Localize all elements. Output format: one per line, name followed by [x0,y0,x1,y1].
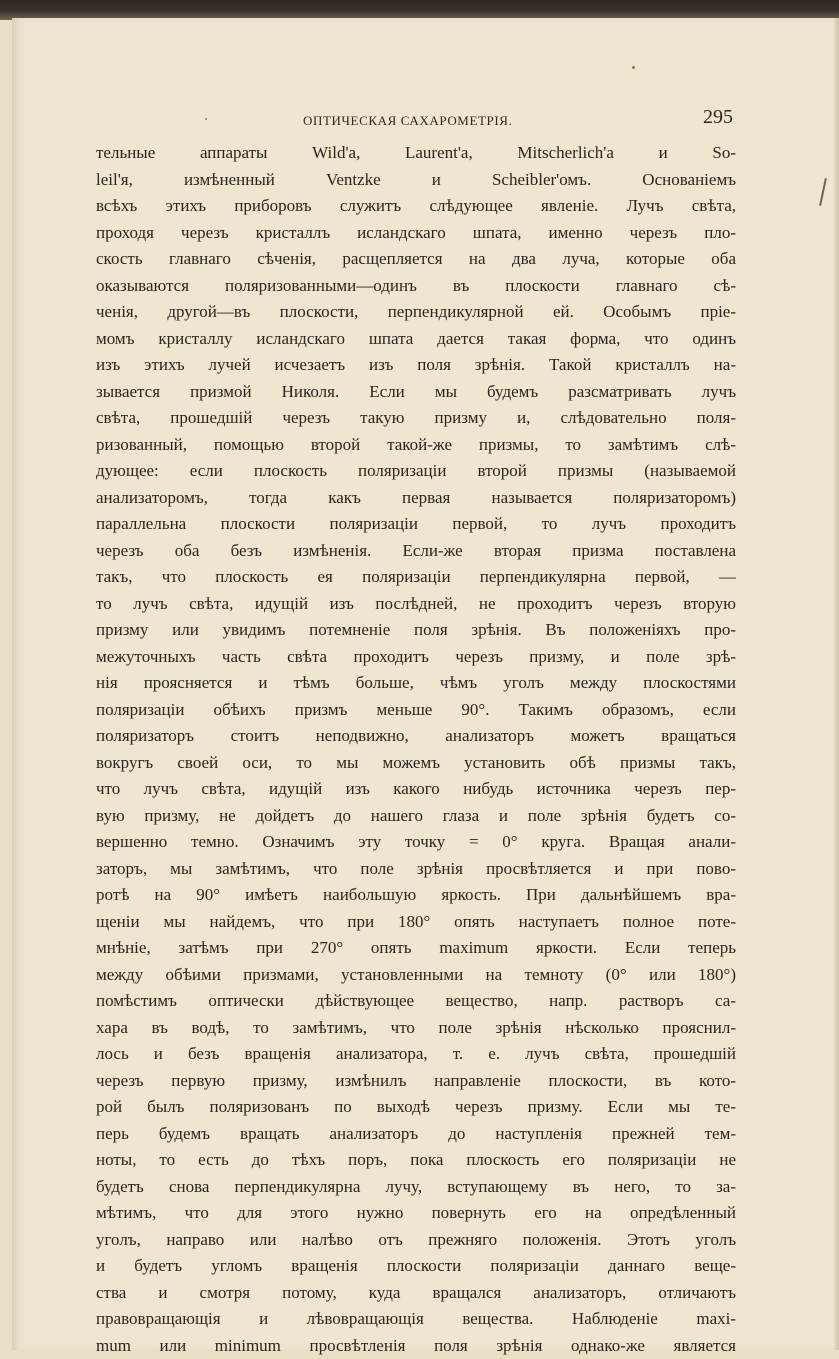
body-text [96,140,736,1359]
page-gutter-shadow [833,18,839,1350]
text-line: поляризаціи обѣихъ призмъ меньше 90°. Такимъ образомъ, если [96,697,736,724]
text-line: между обѣими призмами, установленными на темноту (0° или 180°) [96,962,736,989]
text-line: поляризаторъ стоитъ неподвижно, анализаторъ можетъ вращаться [96,723,736,750]
text-line: момъ кристаллу исландскаго шпата дается такая форма, что одинъ [96,326,736,353]
text-line: ства и смотря потому, куда вращался анализаторъ, отличаютъ [96,1280,736,1307]
paper-speck [205,118,207,120]
text-line: изъ этихъ лучей исчезаетъ изъ поля зрѣнія. Такой кристаллъ на- [96,352,736,379]
running-title: ОПТИЧЕСКАЯ САХАРОМЕТРІЯ. [303,113,512,129]
text-line: leil'я, измѣненный Ventzke и Scheibler'омъ. Основаніемъ [96,167,736,194]
text-line: черезъ оба безъ измѣненія. Если-же вторая призма поставлена [96,538,736,565]
text-line: мнѣніе, затѣмъ при 270° опять maximum яркости. Если теперь [96,935,736,962]
text-line: и будетъ угломъ вращенія плоскости поляризаціи даннаго веще- [96,1253,736,1280]
text-line: черезъ первую призму, измѣнилъ направленіе плоскости, въ кото- [96,1068,736,1095]
text-line: параллельна плоскости поляризаціи первой, то лучъ проходитъ [96,511,736,538]
text-line: правовращающія и лѣвовращающія вещества. Наблюденіе maxi- [96,1306,736,1333]
text-line: будетъ снова перпендикулярна лучу, вступающему въ него, то за- [96,1174,736,1201]
text-line: межуточныхъ часть свѣта проходитъ черезъ призму, и поле зрѣ- [96,644,736,671]
text-line: скость главнаго сѣченія, расщепляется на два луча, которые оба [96,246,736,273]
text-line: всѣхъ этихъ приборовъ служитъ слѣдующее явленіе. Лучъ свѣта, [96,193,736,220]
text-line: перь будемъ вращать анализаторъ до наступленія прежней тем- [96,1121,736,1148]
text-line: вую призму, не дойдетъ до нашего глаза и поле зрѣнія будетъ со- [96,803,736,830]
text-line: mum или minimum просвѣтленія поля зрѣнія однако-же является [96,1333,736,1359]
text-line: ченія, другой—въ плоскости, перпендикулярной ей. Особымъ пріе- [96,299,736,326]
text-line: тельные аппараты Wild'а, Laurent'а, Mitscherlich'а и So- [96,140,736,167]
text-line: дующее: если плоскость поляризаціи второй призмы (называемой [96,458,736,485]
text-line: уголъ, направо или налѣво отъ прежняго положенія. Этотъ уголъ [96,1227,736,1254]
text-line: щеніи мы найдемъ, что при 180° опять наступаетъ полное поте- [96,909,736,936]
text-line: что лучъ свѣта, идущій изъ какого нибудь источника черезъ пер- [96,776,736,803]
text-line: хара въ водѣ, то замѣтимъ, что поле зрѣнія нѣсколько прояснил- [96,1015,736,1042]
text-line: ризованный, помощью второй такой-же призмы, то замѣтимъ слѣ- [96,432,736,459]
text-line: вершенно темно. Означимъ эту точку = 0° круга. Вращая анали- [96,829,736,856]
text-line: зывается призмой Николя. Если мы будемъ разсматривать лучъ [96,379,736,406]
text-line: свѣта, прошедшій черезъ такую призму и, слѣдовательно поля- [96,405,736,432]
text-line: такъ, что плоскость ея поляризаціи перпендикулярна первой, — [96,564,736,591]
page-number: 295 [703,106,733,129]
text-line: лось и безъ вращенія анализатора, т. е. лучъ свѣта, прошедшій [96,1041,736,1068]
paper-speck [632,66,635,69]
scan-top-edge [0,0,839,20]
text-line: нія проясняется и тѣмъ больше, чѣмъ уголъ между плоскостями [96,670,736,697]
text-line: то лучъ свѣта, идущій изъ послѣдней, не проходитъ черезъ вторую [96,591,736,618]
text-line: анализаторомъ, тогда какъ первая называется поляризаторомъ) [96,485,736,512]
text-line: мѣтимъ, что для этого нужно повернуть его на опредѣленный [96,1200,736,1227]
text-line: заторъ, мы замѣтимъ, что поле зрѣнія просвѣтляется и при пово- [96,856,736,883]
text-line: помѣстимъ оптически дѣйствующее вещество, напр. растворъ са- [96,988,736,1015]
text-line: ноты, то есть до тѣхъ поръ, пока плоскость его поляризаціи не [96,1147,736,1174]
text-line: призму или увидимъ потемненіе поля зрѣнія. Въ положеніяхъ про- [96,617,736,644]
text-line: рой былъ поляризованъ по выходѣ черезъ призму. Если мы те- [96,1094,736,1121]
text-line: оказываются поляризованными—одинъ въ плоскости главнаго сѣ- [96,273,736,300]
text-line: вокругъ своей оси, то мы можемъ установить обѣ призмы такъ, [96,750,736,777]
text-line: проходя черезъ кристаллъ исландскаго шпата, именно черезъ пло- [96,220,736,247]
text-line: ротѣ на 90° имѣетъ наибольшую яркость. При дальнѣйшемъ вра- [96,882,736,909]
